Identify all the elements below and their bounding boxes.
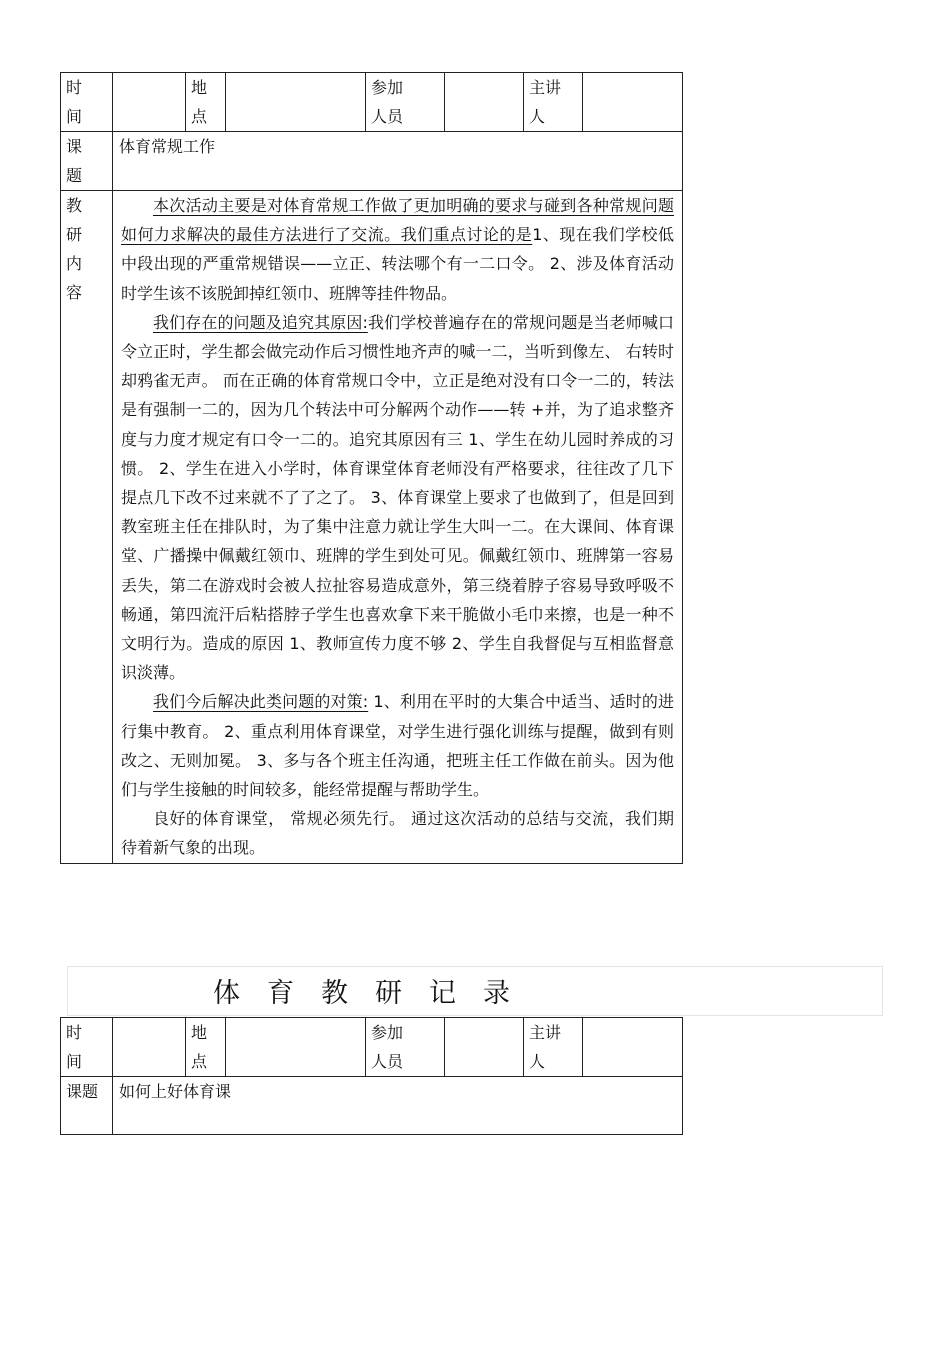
speaker-label: 主讲 人 (524, 73, 583, 132)
topic-value: 体育常规工作 (113, 132, 683, 191)
topic-label: 课 题 (61, 132, 113, 191)
paragraph-1-underlined: 本次活动主要是对体育常规工作做了更加明确的要求与碰到各种常规问题如何力求解决的最佳方法进行了交流。我们重点讨论的是 (121, 196, 674, 245)
speaker-value-2 (583, 1018, 683, 1077)
paragraph-2 (121, 308, 674, 688)
page-title: 体育教研记录 (213, 978, 537, 1009)
content-label: 教 研 内 容 (61, 191, 113, 864)
paragraph-3-underlined: 我们今后解决此类问题的对策: (153, 692, 369, 712)
paragraph-1-text: 1、现在我们学校低中段出现的严重常规错误——立正、转法哪个有一二口令。 2、涉及体育活动时学生该不该脱卸掉红领巾、班牌等挂件物品。 (121, 225, 674, 303)
paragraph-2-underlined: 我们存在的问题及追究其原因: (153, 312, 368, 332)
place-label-2: 地 点 (186, 1018, 226, 1077)
paragraph-4-text: 良好的体育课堂， 常规必须先行。 通过这次活动的总结与交流，我们期待着新气象的出现。 (121, 809, 674, 858)
topic-label-2: 课题 (61, 1077, 113, 1135)
time-label-2: 时 间 (61, 1018, 113, 1077)
speaker-value (583, 73, 683, 132)
participants-value-2 (445, 1018, 524, 1077)
participants-label: 参加 人员 (366, 73, 445, 132)
place-value (226, 73, 366, 132)
time-value-2 (113, 1018, 186, 1077)
time-value (113, 73, 186, 132)
topic-value-2: 如何上好体育课 (113, 1077, 683, 1135)
paragraph-1 (121, 191, 674, 308)
participants-label-2: 参加 人员 (366, 1018, 445, 1077)
speaker-label-2: 主讲 人 (524, 1018, 583, 1077)
paragraph-3 (121, 687, 674, 804)
record-table-1 (60, 72, 683, 864)
paragraph-3-text: 1、利用在平时的大集合中适当、适时的进行集中教育。 2、重点利用体育课堂，对学生进行强化训练与提醒，做到有则改之、无则加冕。 3、多与各个班主任沟通，把班主任工作做在前头。因为他们与学生接触的时间较多，能经常提醒与帮助学生。 (121, 692, 674, 800)
place-label: 地 点 (186, 73, 226, 132)
place-value-2 (226, 1018, 366, 1077)
content-body (113, 191, 683, 864)
record-table-2 (60, 1017, 683, 1135)
participants-value (445, 73, 524, 132)
time-label: 时 间 (61, 73, 113, 132)
paragraph-2-text: 我们学校普遍存在的常规问题是当老师喊口令立正时，学生都会做完动作后习惯性地齐声的喊一二，当听到像左、 右转时却鸦雀无声。 而在正确的体育常规口令中，立正是绝对没有口令一二的，转法是有强制一二的，因为几个转法中可分解两个动作——转 +并，为了追求整齐度与力度才规定有口令一二的。追究其原因有三 1、学生在幼儿园时养成的习惯。 2、学生在进入小学时，体育课堂体育老师没有严格要求，往往改了几下提点几下改不过来就不了了之了。 3、体育课堂上要求了也做到了，但是回到教室班主任在排队时，为了集中注意力就让学生大叫一二。在大课间、体育课堂、广播操中佩戴红领巾、班牌的学生到处可见。佩戴红领巾、班牌第一容易丢失，第二在游戏时会被人拉扯容易造成意外，第三绕着脖子容易导致呼吸不畅通，第四流汗后粘搭脖子学生也喜欢拿下来干脆做小毛巾来擦，也是一种不文明行为。造成的原因 1、教师宣传力度不够 2、学生自我督促与互相监督意识淡薄。 (121, 312, 674, 683)
paragraph-4 (121, 804, 674, 862)
